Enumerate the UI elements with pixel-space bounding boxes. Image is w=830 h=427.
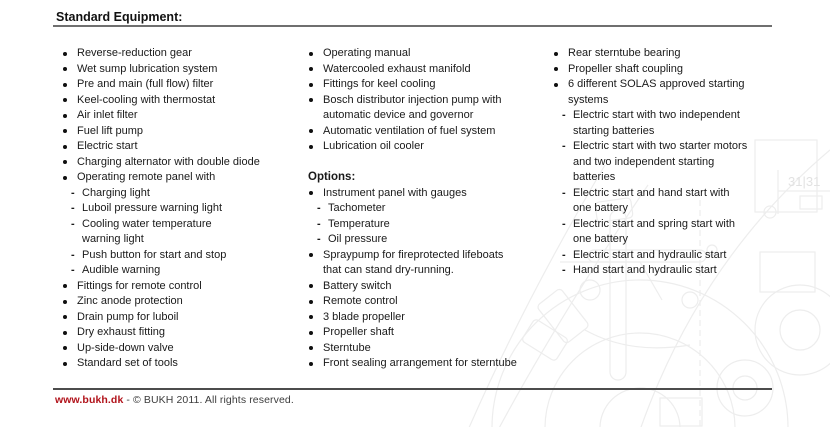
list-item xyxy=(62,310,302,326)
list-item xyxy=(553,62,823,78)
item-text: Sterntube xyxy=(323,341,371,354)
item-text: Up-side-down valve xyxy=(77,341,174,354)
item-text: Zinc anode protection xyxy=(77,295,183,307)
item-text: Keel-cooling with thermostat xyxy=(77,93,216,106)
footer-separator: - xyxy=(123,394,134,406)
list-item-continuation xyxy=(553,201,823,217)
dash-icon: - xyxy=(562,217,566,230)
item-text: Remote control xyxy=(323,295,398,307)
list-item xyxy=(62,139,302,155)
item-text: Lubrication oil cooler xyxy=(323,140,424,152)
item-text: Temperature xyxy=(328,217,390,230)
list-subitem xyxy=(308,201,548,217)
list-spacer xyxy=(308,155,548,171)
dash-icon: - xyxy=(317,217,321,230)
dash-icon: - xyxy=(317,233,321,245)
list-item-continuation xyxy=(553,124,823,140)
list-item xyxy=(308,124,548,140)
list-item xyxy=(553,46,823,62)
list-item xyxy=(62,93,302,109)
dash-icon: - xyxy=(317,202,321,214)
list-item xyxy=(308,46,548,62)
item-text: Cooling water temperature xyxy=(82,217,212,230)
item-text: Fuel lift pump xyxy=(77,124,144,137)
item-text: Electric start xyxy=(77,140,138,152)
item-text: Pre and main (full flow) filter xyxy=(77,78,214,90)
item-text: Luboil pressure warning light xyxy=(82,202,223,214)
item-text: Charging light xyxy=(82,186,150,199)
list-subitem xyxy=(553,139,823,155)
item-text: Air inlet filter xyxy=(77,109,138,121)
item-text: batteries xyxy=(573,171,616,183)
item-text: Operating remote panel with xyxy=(77,171,216,183)
item-text: Fittings for keel cooling xyxy=(323,78,436,90)
item-text: Fittings for remote control xyxy=(77,279,202,292)
list-item xyxy=(62,108,302,124)
list-item-continuation xyxy=(308,108,548,124)
list-subitem xyxy=(553,217,823,233)
dash-icon: - xyxy=(71,248,75,261)
list-item xyxy=(553,77,823,93)
list-item xyxy=(308,62,548,78)
list-item xyxy=(308,294,548,310)
item-text: Electric start and spring start with xyxy=(573,217,736,230)
item-text: Standard set of tools xyxy=(77,357,178,369)
list-item xyxy=(308,356,548,372)
options-heading xyxy=(308,170,548,186)
item-text: Battery switch xyxy=(323,279,392,292)
list-item-continuation xyxy=(62,232,302,248)
drawing-dimension-label: 31|31 xyxy=(788,174,821,189)
list-subitem xyxy=(62,248,302,264)
item-text: starting batteries xyxy=(573,124,655,137)
item-text: Audible warning xyxy=(82,264,161,276)
list-subitem xyxy=(62,186,302,202)
standard-equipment-column-2 xyxy=(308,46,548,372)
item-text: Rear sterntube bearing xyxy=(568,47,681,59)
list-item xyxy=(62,170,302,186)
item-text: one battery xyxy=(573,233,629,245)
item-text: Operating manual xyxy=(323,47,411,59)
list-item xyxy=(308,139,548,155)
dash-icon: - xyxy=(71,217,75,230)
list-item xyxy=(62,341,302,357)
standard-equipment-column-1 xyxy=(62,46,302,372)
item-text: Oil pressure xyxy=(328,233,388,245)
list-subitem xyxy=(62,217,302,233)
footer xyxy=(55,394,294,406)
item-text: Spraypump for fireprotected lifeboats xyxy=(323,248,504,261)
list-item xyxy=(62,294,302,310)
list-item xyxy=(62,62,302,78)
list-item xyxy=(62,46,302,62)
item-text: systems xyxy=(568,93,609,106)
list-item xyxy=(62,155,302,171)
list-item-continuation xyxy=(553,232,823,248)
list-item xyxy=(62,325,302,341)
list-subitem xyxy=(553,248,823,264)
list-item xyxy=(308,77,548,93)
item-text: that can stand dry-running. xyxy=(323,264,454,276)
list-item xyxy=(308,186,548,202)
item-text: Options: xyxy=(308,171,356,183)
list-item xyxy=(62,124,302,140)
item-text: Charging alternator with double diode xyxy=(77,155,260,168)
item-text: Reverse-reduction gear xyxy=(77,47,192,59)
list-subitem xyxy=(62,201,302,217)
list-subitem xyxy=(308,232,548,248)
list-item xyxy=(308,325,548,341)
copyright-text: © BUKH 2011. All rights reserved. xyxy=(133,394,294,406)
item-text: Electric start and hand start with xyxy=(573,186,730,199)
item-text: automatic device and governor xyxy=(323,109,474,121)
list-item xyxy=(308,310,548,326)
item-text: warning light xyxy=(82,233,144,245)
list-subitem xyxy=(62,263,302,279)
item-text: Drain pump for luboil xyxy=(77,310,179,323)
page-title: Standard Equipment: xyxy=(56,10,183,24)
item-text: Propeller shaft coupling xyxy=(568,62,683,75)
item-text: Bosch distributor injection pump with xyxy=(323,93,502,106)
standard-equipment-column-3 xyxy=(553,46,823,279)
list-item-continuation xyxy=(553,170,823,186)
dash-icon: - xyxy=(562,186,566,199)
list-subitem xyxy=(553,108,823,124)
item-text: 3 blade propeller xyxy=(323,310,405,323)
heading-rule xyxy=(53,25,772,27)
item-text: Electric start and hydraulic start xyxy=(573,248,727,261)
item-text: Watercooled exhaust manifold xyxy=(323,62,471,75)
item-text: Tachometer xyxy=(328,202,386,214)
item-text: Instrument panel with gauges xyxy=(323,186,467,199)
item-text: Wet sump lubrication system xyxy=(77,62,218,75)
list-item xyxy=(308,279,548,295)
item-text: Front sealing arrangement for sterntube xyxy=(323,357,517,369)
list-item xyxy=(308,93,548,109)
list-item xyxy=(62,77,302,93)
list-subitem xyxy=(308,217,548,233)
dash-icon: - xyxy=(71,202,75,214)
dash-icon: - xyxy=(562,109,566,121)
item-text: Propeller shaft xyxy=(323,326,394,338)
list-item xyxy=(308,248,548,264)
list-subitem xyxy=(553,263,823,279)
list-item-continuation xyxy=(553,155,823,171)
item-text: 6 different SOLAS approved starting xyxy=(568,78,745,90)
item-text: Hand start and hydraulic start xyxy=(573,264,717,276)
item-text: Electric start with two starter motors xyxy=(573,140,748,152)
item-text: Electric start with two independent xyxy=(573,109,740,121)
list-subitem xyxy=(553,186,823,202)
item-text: one battery xyxy=(573,202,629,214)
dash-icon: - xyxy=(71,186,75,199)
dash-icon: - xyxy=(562,140,566,152)
dash-icon: - xyxy=(562,248,566,261)
item-text: and two independent starting xyxy=(573,155,715,168)
list-item xyxy=(308,341,548,357)
bukh-website-link[interactable]: www.bukh.dk xyxy=(55,394,124,406)
item-text: Dry exhaust fitting xyxy=(77,326,166,338)
list-item-continuation xyxy=(553,93,823,109)
dash-icon: - xyxy=(562,264,566,276)
item-text: Automatic ventilation of fuel system xyxy=(323,124,496,137)
list-item xyxy=(62,279,302,295)
dash-icon: - xyxy=(71,264,75,276)
footer-rule xyxy=(53,388,772,390)
item-text: Push button for start and stop xyxy=(82,248,227,261)
list-item xyxy=(62,356,302,372)
list-item-continuation xyxy=(308,263,548,279)
